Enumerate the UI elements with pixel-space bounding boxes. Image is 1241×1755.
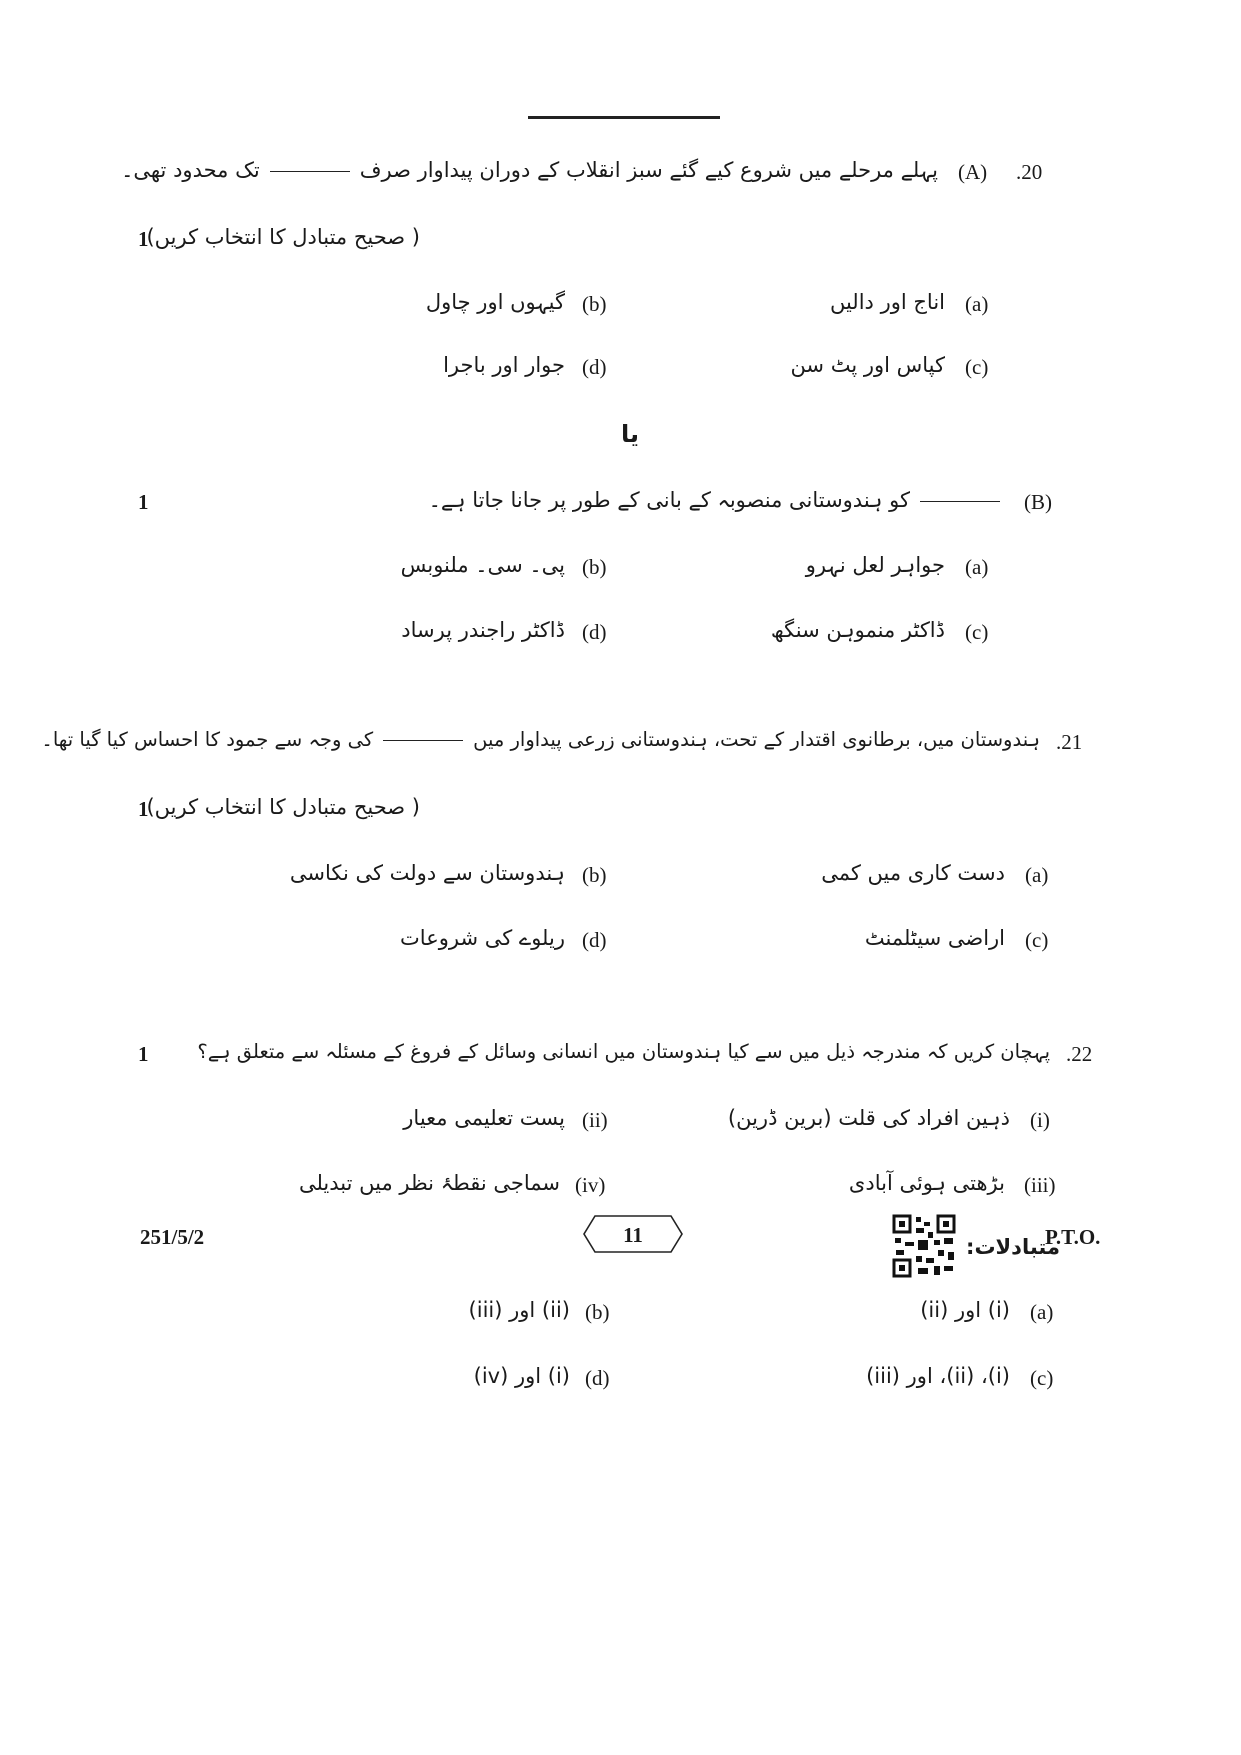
q20-a-text-start: پہلے مرحلے میں شروع کیے گئے سبز انقلاب کے دوران پیداوار صرف (359, 158, 938, 182)
q20-b-question-text (420, 488, 1010, 512)
option-text-d: ریلوے کی شروعات (400, 926, 565, 950)
option-label-c: (c) (1025, 928, 1049, 952)
option-label-b: (b) (582, 555, 607, 579)
item-label-iv: (iv) (575, 1173, 606, 1197)
option-text-c: ڈاکٹر منموہن سنگھ (770, 618, 945, 642)
option-text-b: (ii) اور (iii) (468, 1298, 570, 1322)
q21-instruction: ( صحیح متبادل کا انتخاب کریں) (146, 795, 420, 819)
item-label-iii: (iii) (1024, 1173, 1056, 1197)
q20-a-instruction: ( صحیح متبادل کا انتخاب کریں) (146, 225, 420, 249)
option-label-d: (d) (582, 620, 607, 644)
please-turn-over: P.T.O. (1045, 1225, 1101, 1249)
option-text-d: ڈاکٹر راجندر پرساد (401, 618, 565, 642)
q20-a-marks: 1 (138, 227, 149, 251)
q20-b-text: کو ہندوستانی منصوبہ کے بانی کے طور پر جانا جاتا ہے۔ (428, 488, 910, 512)
fill-blank (383, 740, 463, 741)
part-b-label: (B) (1024, 490, 1052, 514)
option-label-a: (a) (1025, 863, 1049, 887)
option-text-c: کپاس اور پٹ سن (790, 353, 945, 377)
item-text-ii: پست تعلیمی معیار (403, 1106, 565, 1130)
option-label-d: (d) (582, 928, 607, 952)
fill-blank (920, 501, 1000, 502)
option-text-a: (i) اور (ii) (920, 1298, 1010, 1322)
item-label-ii: (ii) (582, 1108, 608, 1132)
page-number: 11 (623, 1223, 643, 1247)
q21-text-start: ہندوستان میں، برطانوی اقتدار کے تحت، ہندوستانی زرعی پیداوار میں (473, 728, 1040, 751)
option-label-b: (b) (582, 863, 607, 887)
or-divider: یا (620, 420, 640, 448)
option-label-c: (c) (965, 355, 989, 379)
alternatives-heading: متبادلات: (966, 1235, 1060, 1259)
option-text-a: دست کاری میں کمی (821, 861, 1005, 885)
q22-marks: 1 (138, 1042, 149, 1066)
option-label-d: (d) (582, 355, 607, 379)
option-text-b: ہندوستان سے دولت کی نکاسی (289, 861, 565, 885)
option-text-d: (i) اور (iv) (473, 1364, 570, 1388)
option-label-a: (a) (965, 555, 989, 579)
option-label-b: (b) (585, 1300, 610, 1324)
option-label-a: (a) (1030, 1300, 1054, 1324)
item-label-i: (i) (1030, 1108, 1050, 1132)
option-label-c: (c) (965, 620, 989, 644)
option-label-a: (a) (965, 292, 989, 316)
option-text-a: جواہر لعل نہرو (805, 553, 945, 577)
item-text-iv: سماجی نقطۂ نظر میں تبدیلی (298, 1171, 560, 1195)
q21-marks: 1 (138, 797, 149, 821)
option-text-c: (i)، (ii)، اور (iii) (866, 1364, 1010, 1388)
option-label-c: (c) (1030, 1366, 1054, 1390)
question-number-21: .21 (1056, 730, 1083, 754)
fill-blank (270, 171, 350, 172)
item-text-iii: بڑھتی ہوئی آبادی (848, 1171, 1005, 1195)
paper-code: 251/5/2 (140, 1225, 205, 1249)
option-text-b: پی۔ سی۔ ملنوبس (400, 553, 565, 577)
option-label-b: (b) (582, 292, 607, 316)
q20-b-marks: 1 (138, 490, 149, 514)
q20-a-text-end: تک محدود تھی۔ (121, 158, 260, 182)
q22-question-text: پہچان کریں کہ مندرجہ ذیل میں سے کیا ہندوستان میں انسانی وسائل کے فروغ کے مسئلہ سے متعلق ہے؟ (197, 1040, 1050, 1063)
question-number-22: .22 (1066, 1042, 1093, 1066)
option-text-c: اراضی سیٹلمنٹ (864, 926, 1005, 950)
option-text-a: اناج اور دالیں (829, 290, 945, 314)
item-text-i: ذہین افراد کی قلت (برین ڈرین) (727, 1106, 1010, 1130)
q20-a-question-text (121, 158, 938, 182)
option-label-d: (d) (585, 1366, 610, 1390)
q21-text-end: کی وجہ سے جمود کا احساس کیا گیا تھا۔ (41, 728, 374, 751)
qr-code-icon (892, 1214, 956, 1278)
header-rule (528, 116, 720, 119)
option-text-b: گیہوں اور چاول (425, 290, 565, 314)
part-a-label: (A) (958, 160, 988, 184)
question-number-20: .20 (1016, 160, 1043, 184)
q21-question-text (41, 728, 1040, 751)
option-text-d: جوار اور باجرا (443, 353, 565, 377)
